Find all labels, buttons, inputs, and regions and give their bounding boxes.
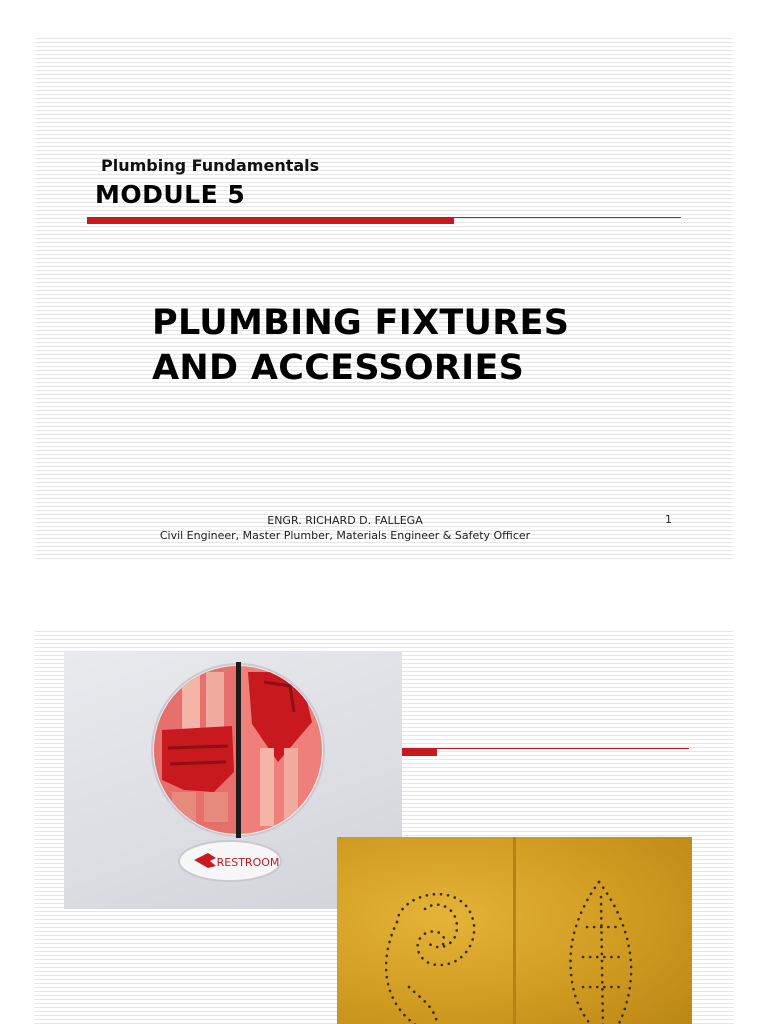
page-number: 1 <box>665 513 672 526</box>
accent-line <box>454 217 681 218</box>
second-slide <box>35 628 733 1024</box>
dotted-pattern-icon <box>337 837 692 1024</box>
dotted-pattern-photo <box>337 837 692 1024</box>
slide-title-line-1: PLUMBING FIXTURES <box>152 303 570 343</box>
accent-line <box>437 748 689 749</box>
module-label: MODULE 5 <box>95 180 246 209</box>
author-role: Civil Engineer, Master Plumber, Materials Engineer & Safety Officer <box>159 529 531 542</box>
title-slide <box>35 35 733 559</box>
course-subtitle: Plumbing Fundamentals <box>101 156 320 175</box>
author-footer <box>35 513 655 543</box>
slide-title-line-2: AND ACCESSORIES <box>152 348 525 388</box>
accent-bar <box>87 217 454 224</box>
restroom-sign-text: RESTROOM <box>216 856 280 869</box>
author-name: ENGR. RICHARD D. FALLEGA <box>267 514 423 527</box>
slide-title <box>152 301 569 391</box>
